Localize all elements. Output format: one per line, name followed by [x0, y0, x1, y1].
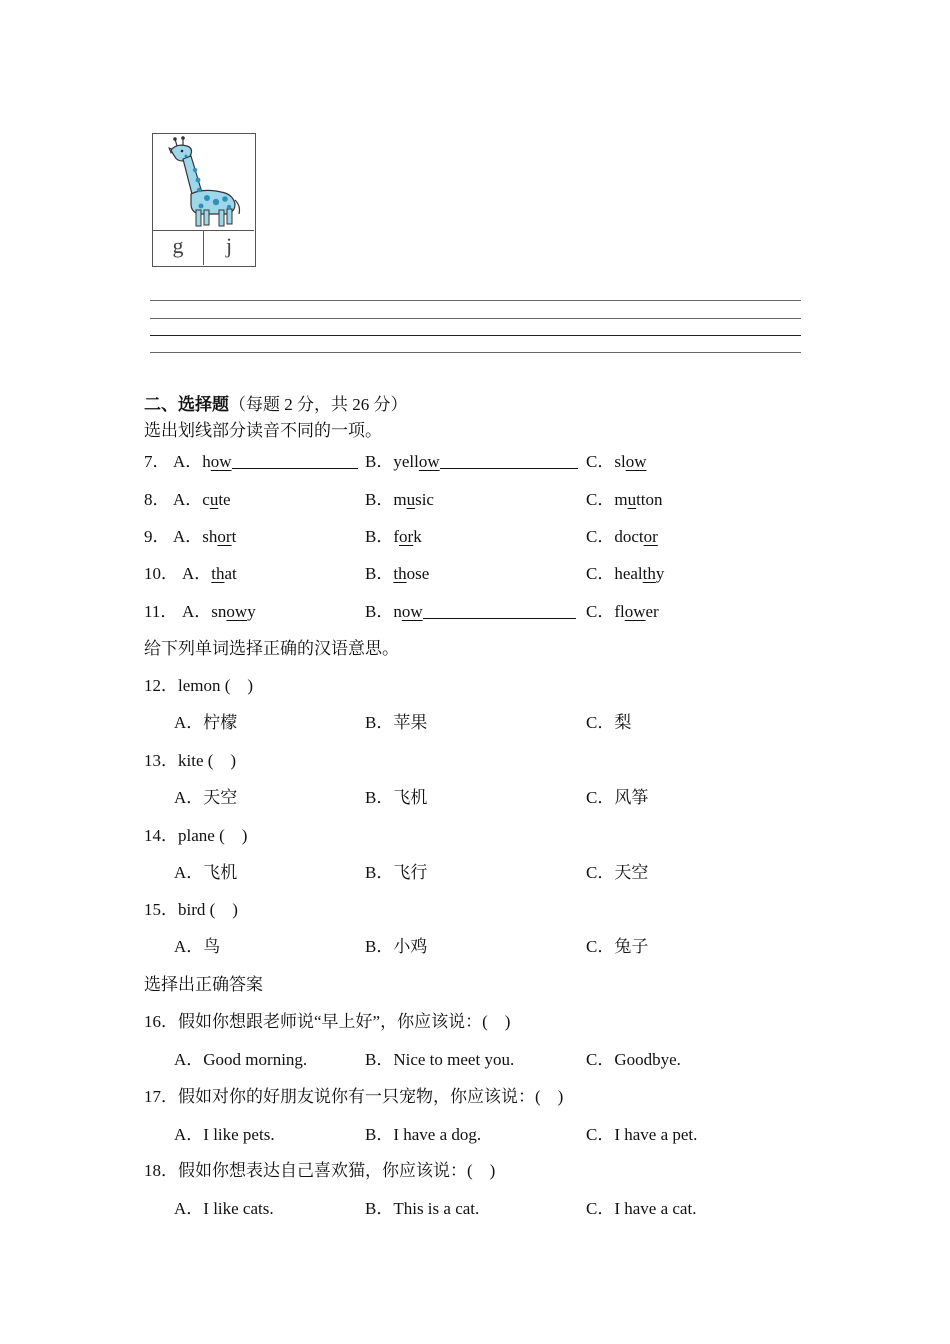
- writing-line-3: [150, 335, 801, 336]
- q17-stem: 17．假如对你的好朋友说你有一只宠物，你应该说：( ): [144, 1087, 564, 1106]
- q9-option-b[interactable]: B．fork: [365, 527, 422, 546]
- q8-option-a[interactable]: A．cute: [173, 490, 231, 509]
- q17-option-a[interactable]: A．I like pets.: [174, 1125, 275, 1144]
- q13-option-b[interactable]: B．飞机: [365, 788, 428, 807]
- q11-option-b[interactable]: B．now: [365, 597, 576, 622]
- q9-number: 9．: [144, 527, 170, 546]
- q14-stem: 14．plane ( ): [144, 826, 248, 845]
- part3-instruction: 选择出正确答案: [144, 975, 263, 994]
- giraffe-picture: [153, 134, 254, 231]
- part1-instruction: 选出划线部分读音不同的一项。: [144, 421, 382, 440]
- q8-option-c[interactable]: C．mutton: [586, 490, 663, 509]
- q15-option-c[interactable]: C．兔子: [586, 937, 649, 956]
- q18-option-a[interactable]: A．I like cats.: [174, 1199, 274, 1218]
- q14-option-a[interactable]: A．飞机: [174, 863, 238, 882]
- q17-option-c[interactable]: C．I have a pet.: [586, 1125, 698, 1144]
- q11-option-c[interactable]: C．flower: [586, 602, 659, 621]
- q13-option-c[interactable]: C．风筝: [586, 788, 649, 807]
- writing-line-1: [150, 300, 801, 301]
- q14-option-b[interactable]: B．飞行: [365, 863, 428, 882]
- q14-option-c[interactable]: C．天空: [586, 863, 649, 882]
- q10-number: 10．: [144, 564, 178, 583]
- q15-stem: 15．bird ( ): [144, 900, 238, 919]
- q11-number: 11．: [144, 602, 178, 621]
- q12-option-c[interactable]: C．梨: [586, 713, 632, 732]
- q9-option-a[interactable]: A．short: [173, 527, 237, 546]
- q12-option-a[interactable]: A．柠檬: [174, 713, 238, 732]
- q16-stem: 16．假如你想跟老师说“早上好”，你应该说：( ): [144, 1012, 511, 1031]
- q15-option-a[interactable]: A．鸟: [174, 937, 221, 956]
- q16-option-c[interactable]: C．Goodbye.: [586, 1050, 681, 1069]
- writing-line-4: [150, 352, 801, 353]
- q16-option-b[interactable]: B．Nice to meet you.: [365, 1050, 515, 1069]
- q8-number: 8．: [144, 490, 170, 509]
- giraffe-card: [152, 133, 256, 267]
- giraffe-icon: [153, 134, 254, 230]
- q13-option-a[interactable]: A．天空: [174, 788, 238, 807]
- q7-option-b[interactable]: B．yellow: [365, 447, 578, 472]
- q11-option-a[interactable]: A．snowy: [182, 602, 256, 621]
- q7-option-c[interactable]: C．slow: [586, 452, 647, 471]
- q17-option-b[interactable]: B．I have a dog.: [365, 1125, 482, 1144]
- q8-option-b[interactable]: B．music: [365, 490, 434, 509]
- q18-option-b[interactable]: B．This is a cat.: [365, 1199, 480, 1218]
- section-score: （每题 2 分，共 26 分）: [229, 395, 408, 414]
- letter-j: j: [225, 233, 233, 258]
- q10-option-c[interactable]: C．healthy: [586, 564, 665, 583]
- q13-stem: 13．kite ( ): [144, 751, 237, 770]
- part2-instruction: 给下列单词选择正确的汉语意思。: [144, 639, 399, 658]
- q7-number: 7．: [144, 452, 170, 471]
- section-title: 二、选择题: [144, 395, 229, 414]
- q15-option-b[interactable]: B．小鸡: [365, 937, 428, 956]
- q12-stem: 12．lemon ( ): [144, 676, 254, 695]
- letter-g: g: [153, 231, 204, 265]
- q10-option-b[interactable]: B．those: [365, 564, 430, 583]
- q9-option-c[interactable]: C．doctor: [586, 527, 658, 546]
- q12-option-b[interactable]: B．苹果: [365, 713, 428, 732]
- writing-line-2: [150, 318, 801, 319]
- q16-option-a[interactable]: A．Good morning.: [174, 1050, 308, 1069]
- q18-option-c[interactable]: C．I have a cat.: [586, 1199, 697, 1218]
- q10-option-a[interactable]: A．that: [182, 564, 237, 583]
- q18-stem: 18．假如你想表达自己喜欢猫，你应该说：( ): [144, 1161, 496, 1180]
- section-heading: [144, 390, 408, 415]
- q7-option-a[interactable]: A．how: [173, 447, 358, 472]
